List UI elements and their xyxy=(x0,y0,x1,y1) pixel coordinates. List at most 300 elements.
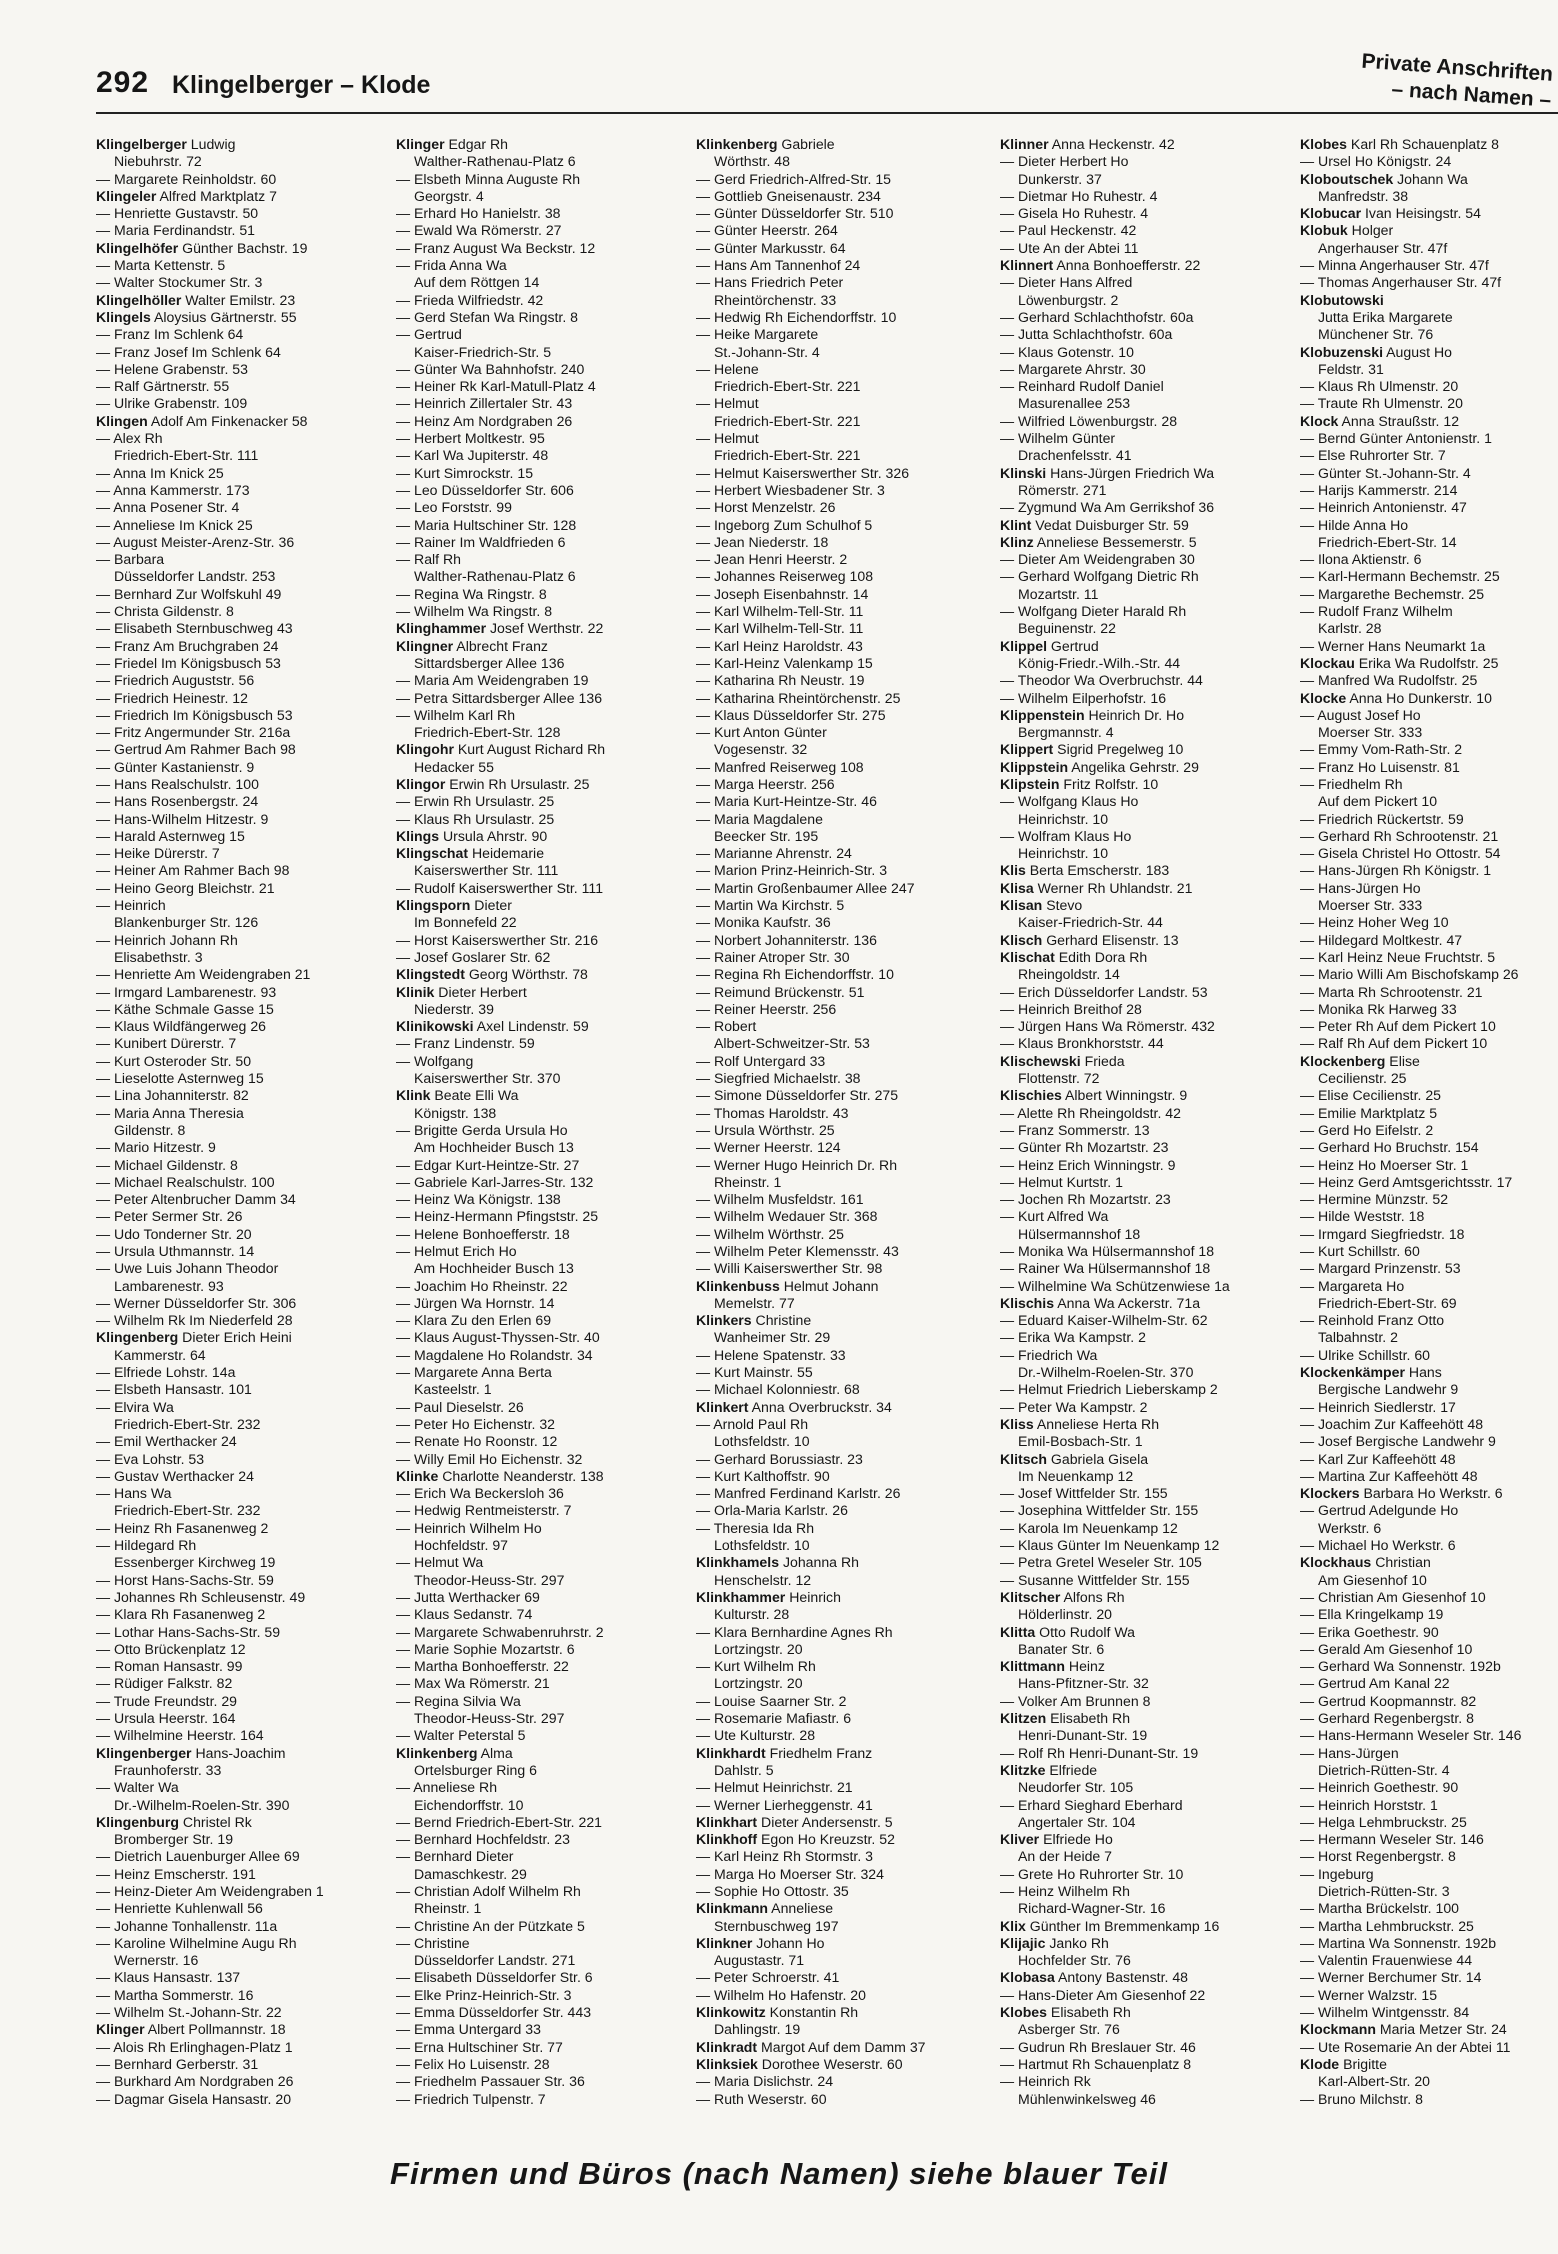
entry-text: — Jürgen Wa Hornstr. 14 xyxy=(396,1294,555,1311)
directory-entry xyxy=(1300,430,1558,447)
entry-text: Günther Im Bremmenkamp 16 xyxy=(1025,1917,1220,1934)
directory-entry xyxy=(96,1191,384,1208)
entry-text: — Simone Düsseldorfer Str. 275 xyxy=(696,1087,899,1104)
directory-entry xyxy=(96,292,384,309)
entry-surname: Klinkowitz xyxy=(696,2004,766,2021)
directory-entry xyxy=(396,205,684,222)
directory-entry xyxy=(696,1641,984,1658)
directory-entry xyxy=(1300,413,1558,430)
entry-surname: Klinger xyxy=(396,136,445,152)
directory-entry xyxy=(696,1779,984,1796)
directory-column-3 xyxy=(696,136,984,2107)
entry-text: — Harald Asternweg 15 xyxy=(96,827,245,844)
directory-entry xyxy=(1300,1606,1558,1623)
entry-text: — Jutta Werthacker 69 xyxy=(396,1588,540,1605)
directory-entry xyxy=(96,274,384,291)
entry-surname: Klitzke xyxy=(1000,1761,1046,1778)
entry-text: — Reimund Brückenstr. 51 xyxy=(696,983,865,1000)
directory-entry xyxy=(1000,1831,1288,1848)
entry-text: — Kurt Wilhelm Rh xyxy=(696,1658,816,1675)
directory-entry xyxy=(696,1658,984,1675)
entry-surname: Klingenberger xyxy=(96,1744,192,1761)
entry-text: Am Giesenhof 10 xyxy=(1318,1571,1427,1588)
directory-entry xyxy=(396,1589,684,1606)
directory-entry xyxy=(1300,482,1558,499)
directory-entry xyxy=(1000,257,1288,274)
entry-text: — Rudolf Kaiserswerther Str. 111 xyxy=(396,879,604,896)
entry-text: — Grete Ho Ruhrorter Str. 10 xyxy=(1000,1865,1184,1882)
entry-text: — Herbert Wiesbadener Str. 3 xyxy=(696,481,885,498)
directory-entry xyxy=(96,2021,384,2038)
directory-entry xyxy=(1300,1226,1558,1243)
directory-entry xyxy=(1000,1606,1288,1623)
directory-entry xyxy=(696,465,984,482)
entry-surname: Klinnert xyxy=(1000,257,1054,274)
entry-text: Bromberger Str. 19 xyxy=(114,1831,234,1848)
directory-entry xyxy=(1300,1745,1558,1762)
entry-text: — Heinz Erich Winningstr. 9 xyxy=(1000,1156,1176,1173)
page-title: Klingelberger – Klode xyxy=(172,71,431,99)
directory-entry xyxy=(696,1347,984,1364)
directory-entry xyxy=(96,759,384,776)
directory-entry xyxy=(696,2056,984,2073)
entry-surname: Klinkhart xyxy=(696,1813,758,1830)
directory-entry xyxy=(1300,1416,1558,1433)
directory-entry xyxy=(696,1295,984,1312)
entry-text: — Robert xyxy=(696,1018,757,1035)
entry-text: — Else Ruhrorter Str. 7 xyxy=(1300,447,1446,464)
entry-text: Friedrich-Ebert-Str. 221 xyxy=(714,412,861,429)
directory-entry xyxy=(1300,932,1558,949)
entry-text: Heidemarie xyxy=(468,845,545,862)
entry-text: Im Bonnefeld 22 xyxy=(414,914,517,931)
entry-text: Moerser Str. 333 xyxy=(1318,897,1423,914)
entry-text: Kaiser-Friedrich-Str. 5 xyxy=(414,343,552,360)
entry-text: — Gerhard Wa Sonnenstr. 192b xyxy=(1300,1658,1501,1675)
entry-text: — Regina Silvia Wa xyxy=(396,1692,521,1709)
directory-entry xyxy=(96,378,384,395)
entry-text: Friedrich-Ebert-Str. 128 xyxy=(414,724,561,741)
directory-entry xyxy=(96,1105,384,1122)
entry-text: Janko Rh xyxy=(1045,1934,1109,1951)
entry-text: — Heinrich Zillertaler Str. 43 xyxy=(396,395,573,412)
directory-entry xyxy=(1300,1243,1558,1260)
directory-entry xyxy=(396,1969,684,1986)
directory-entry xyxy=(1000,897,1288,914)
entry-text: Anna Overbruckstr. 34 xyxy=(748,1398,892,1415)
entry-text: — Heinrich Antonienstr. 47 xyxy=(1300,499,1467,516)
directory-entry xyxy=(1000,1381,1288,1398)
directory-entry xyxy=(1000,1364,1288,1381)
directory-entry xyxy=(696,932,984,949)
entry-text: — Henriette Kuhlenwall 56 xyxy=(96,1900,263,1917)
entry-text: — Eva Lohstr. 53 xyxy=(96,1450,205,1467)
entry-text: Alfred Marktplatz 7 xyxy=(156,187,277,204)
entry-text: — Christine An der Pützkate 5 xyxy=(396,1917,585,1934)
directory-entry xyxy=(1000,136,1288,153)
entry-text: Dahlingstr. 19 xyxy=(714,2021,801,2038)
directory-entry xyxy=(396,1416,684,1433)
directory-entry xyxy=(1000,482,1288,499)
directory-entry xyxy=(396,984,684,1001)
directory-entry xyxy=(1000,395,1288,412)
entry-text: — Gerald Am Giesenhof 10 xyxy=(1300,1640,1473,1657)
directory-entry xyxy=(96,672,384,689)
entry-text: — Siegfried Michaelstr. 38 xyxy=(696,1070,861,1087)
entry-text: — Heinrich xyxy=(96,897,166,914)
entry-text: — Friedrich Heinestr. 12 xyxy=(96,689,248,706)
entry-text: — Klaus Günter Im Neuenkamp 12 xyxy=(1000,1537,1220,1554)
directory-entry xyxy=(396,153,684,170)
entry-text: — Heinrich Wilhelm Ho xyxy=(396,1519,542,1536)
directory-entry xyxy=(696,1502,984,1519)
directory-entry xyxy=(696,1745,984,1762)
entry-text: Emil-Bosbach-Str. 1 xyxy=(1018,1433,1143,1450)
entry-text: — Karl Heinz Haroldstr. 43 xyxy=(696,637,863,654)
directory-entry xyxy=(96,603,384,620)
entry-text: Düsseldorfer Landstr. 271 xyxy=(414,1952,576,1969)
entry-text: Albrecht Franz xyxy=(453,637,548,654)
entry-text: — Michael Kolonniestr. 68 xyxy=(696,1381,860,1398)
directory-entry xyxy=(396,1918,684,1935)
directory-entry xyxy=(396,1952,684,1969)
entry-text: — Gertrud Am Kanal 22 xyxy=(1300,1675,1450,1692)
directory-entry xyxy=(396,2004,684,2021)
directory-entry xyxy=(396,378,684,395)
entry-text: — Maria Hultschiner Str. 128 xyxy=(396,516,577,533)
entry-text: Essenberger Kirchweg 19 xyxy=(114,1554,276,1571)
entry-text: — Margard Prinzenstr. 53 xyxy=(1300,1260,1461,1277)
directory-entry xyxy=(1000,845,1288,862)
entry-text: — Jutta Schlachthofstr. 60a xyxy=(1000,326,1173,343)
directory-entry xyxy=(396,1053,684,1070)
directory-entry xyxy=(696,1451,984,1468)
entry-text: — Anna Im Knick 25 xyxy=(96,464,224,481)
directory-entry xyxy=(396,413,684,430)
entry-text: Helmut Johann xyxy=(779,1277,879,1294)
directory-entry xyxy=(396,1848,684,1865)
entry-text: — Jürgen Hans Wa Römerstr. 432 xyxy=(1000,1018,1215,1035)
directory-entry xyxy=(1000,205,1288,222)
entry-text: — Günter Kastanienstr. 9 xyxy=(96,758,255,775)
entry-text: — Peter Altenbrucher Damm 34 xyxy=(96,1191,296,1208)
directory-entry xyxy=(696,1053,984,1070)
entry-text: Erwin Rh Ursulastr. 25 xyxy=(445,775,590,792)
directory-entry xyxy=(1300,828,1558,845)
entry-text: — Karl Heinz Neue Fruchtstr. 5 xyxy=(1300,948,1496,965)
entry-text: — Sophie Ho Ottostr. 35 xyxy=(696,1882,849,1899)
entry-text: — Heinz Hoher Weg 10 xyxy=(1300,914,1449,931)
entry-text: — Ilona Aktienstr. 6 xyxy=(1300,551,1422,568)
entry-text: — Gerhard Rh Schrootenstr. 21 xyxy=(1300,827,1499,844)
directory-entry xyxy=(396,1157,684,1174)
directory-entry xyxy=(96,1226,384,1243)
directory-entry xyxy=(96,1312,384,1329)
entry-text: Dieter xyxy=(470,897,512,914)
entry-surname: Klinkert xyxy=(696,1398,749,1415)
directory-entry xyxy=(396,1624,684,1641)
directory-entry xyxy=(396,1675,684,1692)
directory-entry xyxy=(396,1693,684,1710)
entry-surname: Klockmann xyxy=(1300,2021,1376,2038)
directory-entry xyxy=(696,655,984,672)
directory-entry xyxy=(1000,1347,1288,1364)
entry-text: Dietrich-Rütten-Str. 4 xyxy=(1318,1761,1450,1778)
entry-text: Holger xyxy=(1347,222,1394,239)
entry-surname: Klinkers xyxy=(696,1312,752,1329)
directory-entry xyxy=(1000,361,1288,378)
directory-entry xyxy=(396,1278,684,1295)
directory-entry xyxy=(696,2039,984,2056)
directory-entry xyxy=(96,776,384,793)
directory-entry xyxy=(96,1347,384,1364)
footer-note: Firmen und Büros (nach Namen) siehe blauer Teil xyxy=(390,2156,1168,2191)
entry-text: — Martha Lehmbruckstr. 25 xyxy=(1300,1917,1474,1934)
entry-surname: Klingohr xyxy=(396,741,454,758)
entry-text: — Peter Rh Auf dem Pickert 10 xyxy=(1300,1018,1496,1035)
directory-entry xyxy=(96,1208,384,1225)
directory-entry xyxy=(1000,862,1288,879)
entry-text: — Helene Spatenstr. 33 xyxy=(696,1346,846,1363)
directory-entry xyxy=(96,465,384,482)
directory-entry xyxy=(1300,1139,1558,1156)
directory-entry xyxy=(696,1762,984,1779)
directory-entry xyxy=(1000,1987,1288,2004)
entry-text: — Heinz Rh Fasanenweg 2 xyxy=(96,1519,269,1536)
directory-entry xyxy=(696,136,984,153)
directory-entry xyxy=(1300,240,1558,257)
entry-text: — Burkhard Am Nordgraben 26 xyxy=(96,2073,294,2090)
entry-text: Kulturstr. 28 xyxy=(714,1606,790,1623)
directory-entry xyxy=(1300,257,1558,274)
entry-text: Dahlstr. 5 xyxy=(714,1761,774,1778)
entry-text: — Wilhelm Wedauer Str. 368 xyxy=(696,1208,878,1225)
directory-entry xyxy=(696,1554,984,1571)
entry-text: — Martha Brückelstr. 100 xyxy=(1300,1900,1460,1917)
directory-entry xyxy=(1300,1278,1558,1295)
entry-text: Sittardsberger Allee 136 xyxy=(414,654,565,671)
entry-text: — Frida Anna Wa xyxy=(396,257,507,274)
entry-text: — Erika Goethestr. 90 xyxy=(1300,1623,1439,1640)
entry-text: — Wilhelm Ho Hafenstr. 20 xyxy=(696,1986,866,2003)
entry-surname: Klitsch xyxy=(1000,1450,1047,1467)
directory-entry xyxy=(1300,153,1558,170)
entry-text: — Ruth Weserstr. 60 xyxy=(696,2090,827,2107)
directory-columns xyxy=(96,136,1558,2107)
directory-entry xyxy=(1000,949,1288,966)
directory-entry xyxy=(696,1001,984,1018)
directory-entry xyxy=(96,1969,384,1986)
directory-entry xyxy=(696,1710,984,1727)
directory-entry xyxy=(696,551,984,568)
entry-text: Brigitte xyxy=(1339,2055,1387,2072)
entry-text: — Heinz-Hermann Pfingststr. 25 xyxy=(396,1208,599,1225)
entry-surname: Klingeler xyxy=(96,187,157,204)
entry-text: — Ralf Rh xyxy=(396,551,462,568)
directory-column-1 xyxy=(96,136,384,2107)
entry-text: — Jochen Rh Mozartstr. 23 xyxy=(1000,1191,1171,1208)
directory-entry xyxy=(1000,171,1288,188)
entry-text: — Ewald Wa Römerstr. 27 xyxy=(396,222,562,239)
entry-text: — Friedel Im Königsbusch 53 xyxy=(96,654,281,671)
entry-text: — Hedwig Rentmeisterstr. 7 xyxy=(396,1502,572,1519)
entry-text: — Brigitte Gerda Ursula Ho xyxy=(396,1121,568,1138)
directory-entry xyxy=(1300,1451,1558,1468)
entry-text: — Heinrich Siedlerstr. 17 xyxy=(1300,1398,1456,1415)
entry-text: Hochfeldstr. 97 xyxy=(414,1537,509,1554)
entry-text: — Manfred Wa Rudolfstr. 25 xyxy=(1300,672,1478,689)
directory-entry xyxy=(1000,1814,1288,1831)
directory-entry xyxy=(96,1797,384,1814)
directory-entry xyxy=(696,1727,984,1744)
directory-entry xyxy=(696,257,984,274)
directory-entry xyxy=(396,862,684,879)
entry-surname: Klisan xyxy=(1000,897,1043,914)
directory-entry xyxy=(696,793,984,810)
entry-text: Cecilienstr. 25 xyxy=(1318,1070,1407,1087)
entry-text: — Günter St.-Johann-Str. 4 xyxy=(1300,464,1471,481)
entry-surname: Klock xyxy=(1300,412,1339,429)
entry-text: Konstantin Rh xyxy=(765,2004,859,2021)
directory-entry xyxy=(1000,430,1288,447)
directory-entry xyxy=(396,361,684,378)
entry-text: — Heinz Wa Königstr. 138 xyxy=(396,1191,561,1208)
entry-text: — Louise Saarner Str. 2 xyxy=(696,1692,847,1709)
entry-text: Augustastr. 71 xyxy=(714,1952,805,1969)
directory-entry xyxy=(1000,1416,1288,1433)
directory-entry xyxy=(396,2091,684,2108)
entry-text: — Margareta Ho xyxy=(1300,1277,1405,1294)
directory-entry xyxy=(1300,1641,1558,1658)
directory-entry xyxy=(96,1157,384,1174)
entry-text: — Friedhelm Rh xyxy=(1300,775,1403,792)
entry-text: — Heiner Am Rahmer Bach 98 xyxy=(96,862,290,879)
entry-text: — Marion Prinz-Heinrich-Str. 3 xyxy=(696,862,888,879)
entry-text: — Gudrun Rh Breslauer Str. 46 xyxy=(1000,2038,1196,2055)
entry-surname: Klinski xyxy=(1000,464,1047,481)
directory-entry xyxy=(96,344,384,361)
directory-entry xyxy=(1000,1502,1288,1519)
directory-entry xyxy=(696,1831,984,1848)
directory-entry xyxy=(1000,1485,1288,1502)
entry-text: — Wilhelm Karl Rh xyxy=(396,706,516,723)
directory-entry xyxy=(1300,568,1558,585)
directory-entry xyxy=(1000,1589,1288,1606)
entry-text: — Helmut Wa xyxy=(396,1554,484,1571)
directory-entry xyxy=(696,1485,984,1502)
entry-text: — Rosemarie Mafiastr. 6 xyxy=(696,1710,852,1727)
entry-text: — Margarete Anna Berta xyxy=(396,1364,552,1381)
directory-entry xyxy=(1000,517,1288,534)
entry-text: Elisabeth Rh xyxy=(1046,1710,1131,1727)
directory-entry xyxy=(1000,1139,1288,1156)
entry-text: Auf dem Röttgen 14 xyxy=(414,274,540,291)
directory-entry xyxy=(1300,707,1558,724)
directory-entry xyxy=(96,1416,384,1433)
entry-text: — Wilhelm Wörthstr. 25 xyxy=(696,1225,845,1242)
entry-surname: Klint xyxy=(1000,516,1032,533)
entry-text: — Trude Freundstr. 29 xyxy=(96,1692,238,1709)
directory-entry xyxy=(396,655,684,672)
entry-text: Friedrich-Ebert-Str. 232 xyxy=(114,1502,261,1519)
directory-entry xyxy=(1000,724,1288,741)
entry-text: — Willi Kaiserswerther Str. 98 xyxy=(696,1260,883,1277)
directory-entry xyxy=(1300,984,1558,1001)
entry-text: — Volker Am Brunnen 8 xyxy=(1000,1692,1151,1709)
entry-text: — Gisela Ho Ruhestr. 4 xyxy=(1000,205,1149,222)
directory-entry xyxy=(396,1883,684,1900)
directory-entry xyxy=(396,395,684,412)
directory-entry xyxy=(96,897,384,914)
entry-text: — Bruno Milchstr. 8 xyxy=(1300,2090,1423,2107)
directory-entry xyxy=(396,1762,684,1779)
entry-text: — Maria Ferdinandstr. 51 xyxy=(96,222,256,239)
directory-entry xyxy=(1000,1226,1288,1243)
entry-text: — Margarete Ahrstr. 30 xyxy=(1000,360,1146,377)
entry-text: Friedrich-Ebert-Str. 14 xyxy=(1318,533,1457,550)
directory-entry xyxy=(96,1589,384,1606)
directory-entry xyxy=(696,395,984,412)
entry-text: Banater Str. 6 xyxy=(1018,1640,1105,1657)
entry-text: — Wilhelmine Heerstr. 164 xyxy=(96,1727,264,1744)
entry-text: — Gertrud Adelgunde Ho xyxy=(1300,1502,1459,1519)
entry-text: Löwenburgstr. 2 xyxy=(1018,291,1119,308)
directory-entry xyxy=(96,1658,384,1675)
entry-text: — Anneliese Rh xyxy=(396,1779,498,1796)
directory-entry xyxy=(96,690,384,707)
entry-text: Münchener Str. 76 xyxy=(1318,326,1434,343)
entry-text: — Wilhelm Wintgensstr. 84 xyxy=(1300,2004,1470,2021)
directory-entry xyxy=(396,1451,684,1468)
entry-text: — Irmgard Lambarenestr. 93 xyxy=(96,983,277,1000)
directory-entry xyxy=(396,1381,684,1398)
entry-text: Kaiserswerther Str. 111 xyxy=(414,862,559,879)
directory-entry xyxy=(1300,309,1558,326)
entry-text: — Kurt Osteroder Str. 50 xyxy=(96,1052,252,1069)
entry-text: — Marianne Ahrenstr. 24 xyxy=(696,845,852,862)
directory-entry xyxy=(1000,776,1288,793)
directory-entry xyxy=(1000,1554,1288,1571)
directory-entry xyxy=(1300,1883,1558,1900)
directory-entry xyxy=(1300,1381,1558,1398)
entry-text: — Lieselotte Asternweg 15 xyxy=(96,1070,264,1087)
entry-text: — Dieter Herbert Ho xyxy=(1000,153,1129,170)
directory-entry xyxy=(396,1866,684,1883)
directory-entry xyxy=(696,828,984,845)
directory-entry xyxy=(1000,534,1288,551)
directory-entry xyxy=(1300,1468,1558,1485)
directory-entry xyxy=(1000,1451,1288,1468)
directory-entry xyxy=(1000,1537,1288,1554)
entry-text: Hans-Joachim xyxy=(191,1744,286,1761)
directory-entry xyxy=(396,586,684,603)
entry-text: — Hans-Hermann Weseler Str. 146 xyxy=(1300,1727,1522,1744)
entry-text: — Franz Sommerstr. 13 xyxy=(1000,1121,1150,1138)
entry-text: — Hans Realschulstr. 100 xyxy=(96,775,259,792)
entry-text: — Thomas Haroldstr. 43 xyxy=(696,1104,849,1121)
directory-entry xyxy=(396,188,684,205)
directory-entry xyxy=(396,1087,684,1104)
entry-text: Niebuhrstr. 72 xyxy=(114,153,202,170)
entry-surname: Kloboutschek xyxy=(1300,170,1394,187)
directory-entry xyxy=(1000,1001,1288,1018)
directory-entry xyxy=(1300,1502,1558,1519)
entry-text: — Karl Heinz Rh Stormstr. 3 xyxy=(696,1848,874,1865)
entry-surname: Klinkner xyxy=(696,1934,753,1951)
entry-text: — Karola Im Neuenkamp 12 xyxy=(1000,1519,1178,1536)
directory-entry xyxy=(396,603,684,620)
entry-text: — Minna Angerhauser Str. 47f xyxy=(1300,257,1489,274)
